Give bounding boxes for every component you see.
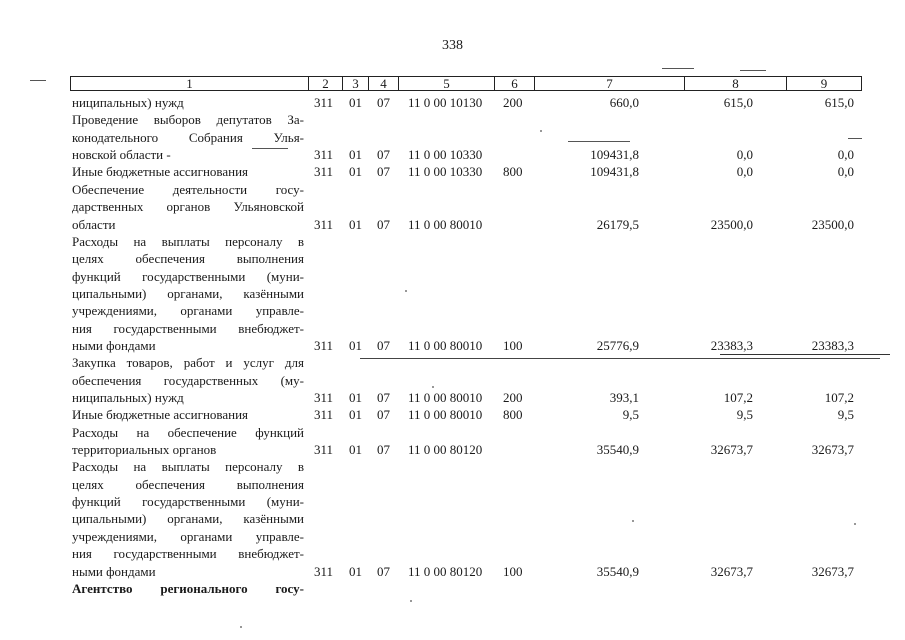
- row-name-cell: Расходы на выплаты персоналу в: [72, 459, 304, 475]
- table-row: [0, 94, 905, 111]
- row-cell-c4: 07: [377, 216, 390, 232]
- table-row: [0, 250, 905, 267]
- scan-mark: [740, 70, 766, 71]
- row-cell-c2: 311: [314, 95, 334, 110]
- scan-mark: [632, 520, 634, 522]
- row-cell-c8: 23500,0: [710, 216, 753, 232]
- row-cell-c9: 0,0: [837, 164, 854, 180]
- table-row: [0, 458, 905, 475]
- row-name-cell: обеспечения государственных (му-: [72, 372, 304, 388]
- row-name-cell: Расходы на обеспечение функций: [72, 424, 304, 440]
- column-header-8: 8: [685, 77, 787, 90]
- row-cell-c2: 311: [314, 390, 334, 405]
- scan-mark: [405, 290, 407, 292]
- row-name-cell: конодательного Собрания Улья-: [72, 129, 304, 145]
- scan-mark: [360, 358, 880, 359]
- row-name-cell: Расходы на выплаты персоналу в: [72, 233, 304, 249]
- row-name-cell: ципальными) органами, казёнными: [72, 285, 304, 301]
- column-header-1: 1: [71, 77, 309, 90]
- row-cell-c8: 23383,3: [710, 337, 753, 353]
- row-cell-c5: 11 0 00 80120: [408, 442, 483, 457]
- row-name-cell: ниципальных) нужд: [72, 95, 184, 110]
- row-cell-c8: 0,0: [736, 164, 753, 180]
- row-cell-c2: 311: [314, 337, 334, 353]
- row-cell-c2: 311: [314, 563, 334, 579]
- column-header-2: 2: [309, 77, 343, 90]
- row-name-cell: функций государственными (муни-: [72, 268, 304, 284]
- table-row: [0, 337, 905, 354]
- scan-mark: [540, 130, 542, 132]
- row-cell-c5: 11 0 00 80010: [408, 407, 483, 423]
- row-cell-c2: 311: [314, 164, 334, 180]
- scan-mark: [252, 148, 288, 149]
- row-cell-c9: 32673,7: [811, 442, 854, 457]
- table-row: [0, 302, 905, 319]
- table-header: [70, 76, 862, 91]
- row-name-cell: целях обеспечения выполнения: [72, 251, 304, 267]
- row-cell-c5: 11 0 00 10330: [408, 147, 483, 163]
- table-row: [0, 268, 905, 285]
- table-row: [0, 545, 905, 562]
- row-name-cell: функций государственными (муни-: [72, 494, 304, 510]
- row-cell-c6: 800: [503, 407, 523, 423]
- row-name-cell: Агентство регионального госу-: [72, 580, 304, 596]
- column-header-4: 4: [369, 77, 399, 90]
- scan-mark: [30, 80, 46, 81]
- table-row: [0, 163, 905, 180]
- row-name-cell: Иные бюджетные ассигнования: [72, 164, 249, 180]
- row-cell-c3: 01: [349, 563, 362, 579]
- row-cell-c6: 200: [503, 390, 523, 405]
- row-cell-c3: 01: [349, 216, 362, 232]
- row-cell-c6: 800: [503, 164, 523, 180]
- scan-mark: [240, 626, 242, 628]
- column-header-9: 9: [820, 76, 828, 91]
- row-name-cell: Обеспечение деятельности госу-: [72, 181, 304, 197]
- row-name-cell: ными фондами: [72, 337, 156, 353]
- scan-mark: [432, 386, 434, 388]
- row-cell-c5: 11 0 00 10130: [408, 95, 483, 110]
- table-row: [0, 580, 905, 597]
- table-row: [0, 424, 905, 441]
- row-cell-c3: 01: [349, 407, 362, 423]
- row-cell-c2: 311: [314, 216, 334, 232]
- table-row: [0, 146, 905, 163]
- table-row: [0, 129, 905, 146]
- page-number: 338: [442, 38, 463, 53]
- row-cell-c5: 11 0 00 10330: [408, 164, 483, 180]
- row-cell-c9: 9,5: [837, 407, 854, 423]
- scan-mark: [720, 354, 890, 355]
- scan-mark: [410, 600, 412, 602]
- row-name-cell: целях обеспечения выполнения: [72, 476, 304, 492]
- row-cell-c4: 07: [377, 164, 390, 180]
- row-cell-c6: 200: [503, 95, 523, 110]
- row-name-cell: ными фондами: [72, 563, 156, 579]
- row-cell-c8: 615,0: [723, 95, 753, 110]
- row-name-cell: учреждениями, органами управле-: [72, 303, 304, 319]
- row-cell-c4: 07: [377, 337, 390, 353]
- row-cell-c5: 11 0 00 80010: [408, 216, 483, 232]
- row-cell-c4: 07: [377, 407, 390, 423]
- row-cell-c3: 01: [349, 164, 362, 180]
- row-cell-c4: 07: [377, 390, 390, 405]
- table-row: [0, 111, 905, 128]
- scan-mark: [848, 138, 862, 139]
- row-cell-c5: 11 0 00 80010: [408, 337, 483, 353]
- row-cell-c8: 0,0: [736, 147, 753, 163]
- row-cell-c7: 109431,8: [590, 147, 639, 163]
- table-row: [0, 216, 905, 233]
- row-cell-c7: 35540,9: [596, 563, 639, 579]
- row-cell-c9: 0,0: [837, 147, 854, 163]
- row-name-cell: ципальными) органами, казёнными: [72, 511, 304, 527]
- row-cell-c7: 109431,8: [590, 164, 639, 180]
- row-name-cell: новской области -: [72, 147, 171, 163]
- row-cell-c9: 23383,3: [811, 337, 854, 353]
- row-name-cell: ниципальных) нужд: [72, 390, 184, 405]
- row-cell-c2: 311: [314, 147, 334, 163]
- row-cell-c8: 107,2: [723, 390, 753, 405]
- table-row: [0, 563, 905, 580]
- scan-mark: [568, 141, 630, 142]
- row-cell-c9: 32673,7: [811, 563, 854, 579]
- table-row: [0, 320, 905, 337]
- column-header-7: 7: [535, 77, 685, 90]
- column-header-5: 5: [399, 77, 495, 90]
- row-cell-c4: 07: [377, 95, 390, 110]
- row-cell-c7: 35540,9: [596, 442, 639, 457]
- table-row: [0, 528, 905, 545]
- row-cell-c7: 25776,9: [596, 337, 639, 353]
- row-name-cell: территориальных органов: [72, 442, 217, 457]
- row-name-cell: ния государственными внебюджет-: [72, 320, 304, 336]
- row-cell-c4: 07: [377, 442, 390, 457]
- row-cell-c3: 01: [349, 337, 362, 353]
- row-cell-c4: 07: [377, 147, 390, 163]
- table-row: [0, 285, 905, 302]
- row-cell-c7: 9,5: [622, 407, 639, 423]
- table-row: [0, 441, 905, 458]
- row-cell-c9: 615,0: [824, 95, 854, 110]
- table-row: [0, 233, 905, 250]
- row-cell-c3: 01: [349, 147, 362, 163]
- row-cell-c3: 01: [349, 95, 362, 110]
- table-row: [0, 354, 905, 371]
- table-row: [0, 510, 905, 527]
- row-cell-c5: 11 0 00 80010: [408, 390, 483, 405]
- table-row: [0, 198, 905, 215]
- row-cell-c8: 32673,7: [710, 563, 753, 579]
- row-cell-c4: 07: [377, 563, 390, 579]
- table-row: [0, 493, 905, 510]
- row-cell-c7: 660,0: [609, 95, 639, 110]
- row-name-cell: учреждениями, органами управле-: [72, 528, 304, 544]
- row-name-cell: Закупка товаров, работ и услуг для: [72, 355, 304, 371]
- row-name-cell: области: [72, 216, 116, 232]
- row-name-cell: Проведение выборов депутатов За-: [72, 112, 304, 128]
- table-row: [0, 389, 905, 406]
- row-cell-c5: 11 0 00 80120: [408, 563, 483, 579]
- row-cell-c7: 26179,5: [596, 216, 639, 232]
- table-row: [0, 406, 905, 423]
- table-row: [0, 476, 905, 493]
- row-name-cell: ния государственными внебюджет-: [72, 546, 304, 562]
- row-name-cell: дарственных органов Ульяновской: [72, 199, 304, 215]
- row-cell-c2: 311: [314, 442, 334, 457]
- row-name-cell: Иные бюджетные ассигнования: [72, 407, 249, 423]
- column-header-3: 3: [343, 77, 369, 90]
- table-row: [0, 372, 905, 389]
- row-cell-c8: 32673,7: [710, 442, 753, 457]
- column-header-6: 6: [495, 77, 535, 90]
- row-cell-c9: 107,2: [824, 390, 854, 405]
- row-cell-c2: 311: [314, 407, 334, 423]
- row-cell-c3: 01: [349, 442, 362, 457]
- row-cell-c6: 100: [503, 337, 523, 353]
- row-cell-c3: 01: [349, 390, 362, 405]
- scan-mark: [854, 523, 856, 525]
- row-cell-c9: 23500,0: [811, 216, 854, 232]
- row-cell-c7: 393,1: [609, 390, 639, 405]
- row-cell-c8: 9,5: [736, 407, 753, 423]
- table-row: [0, 181, 905, 198]
- scan-mark: [662, 68, 694, 69]
- row-cell-c6: 100: [503, 563, 523, 579]
